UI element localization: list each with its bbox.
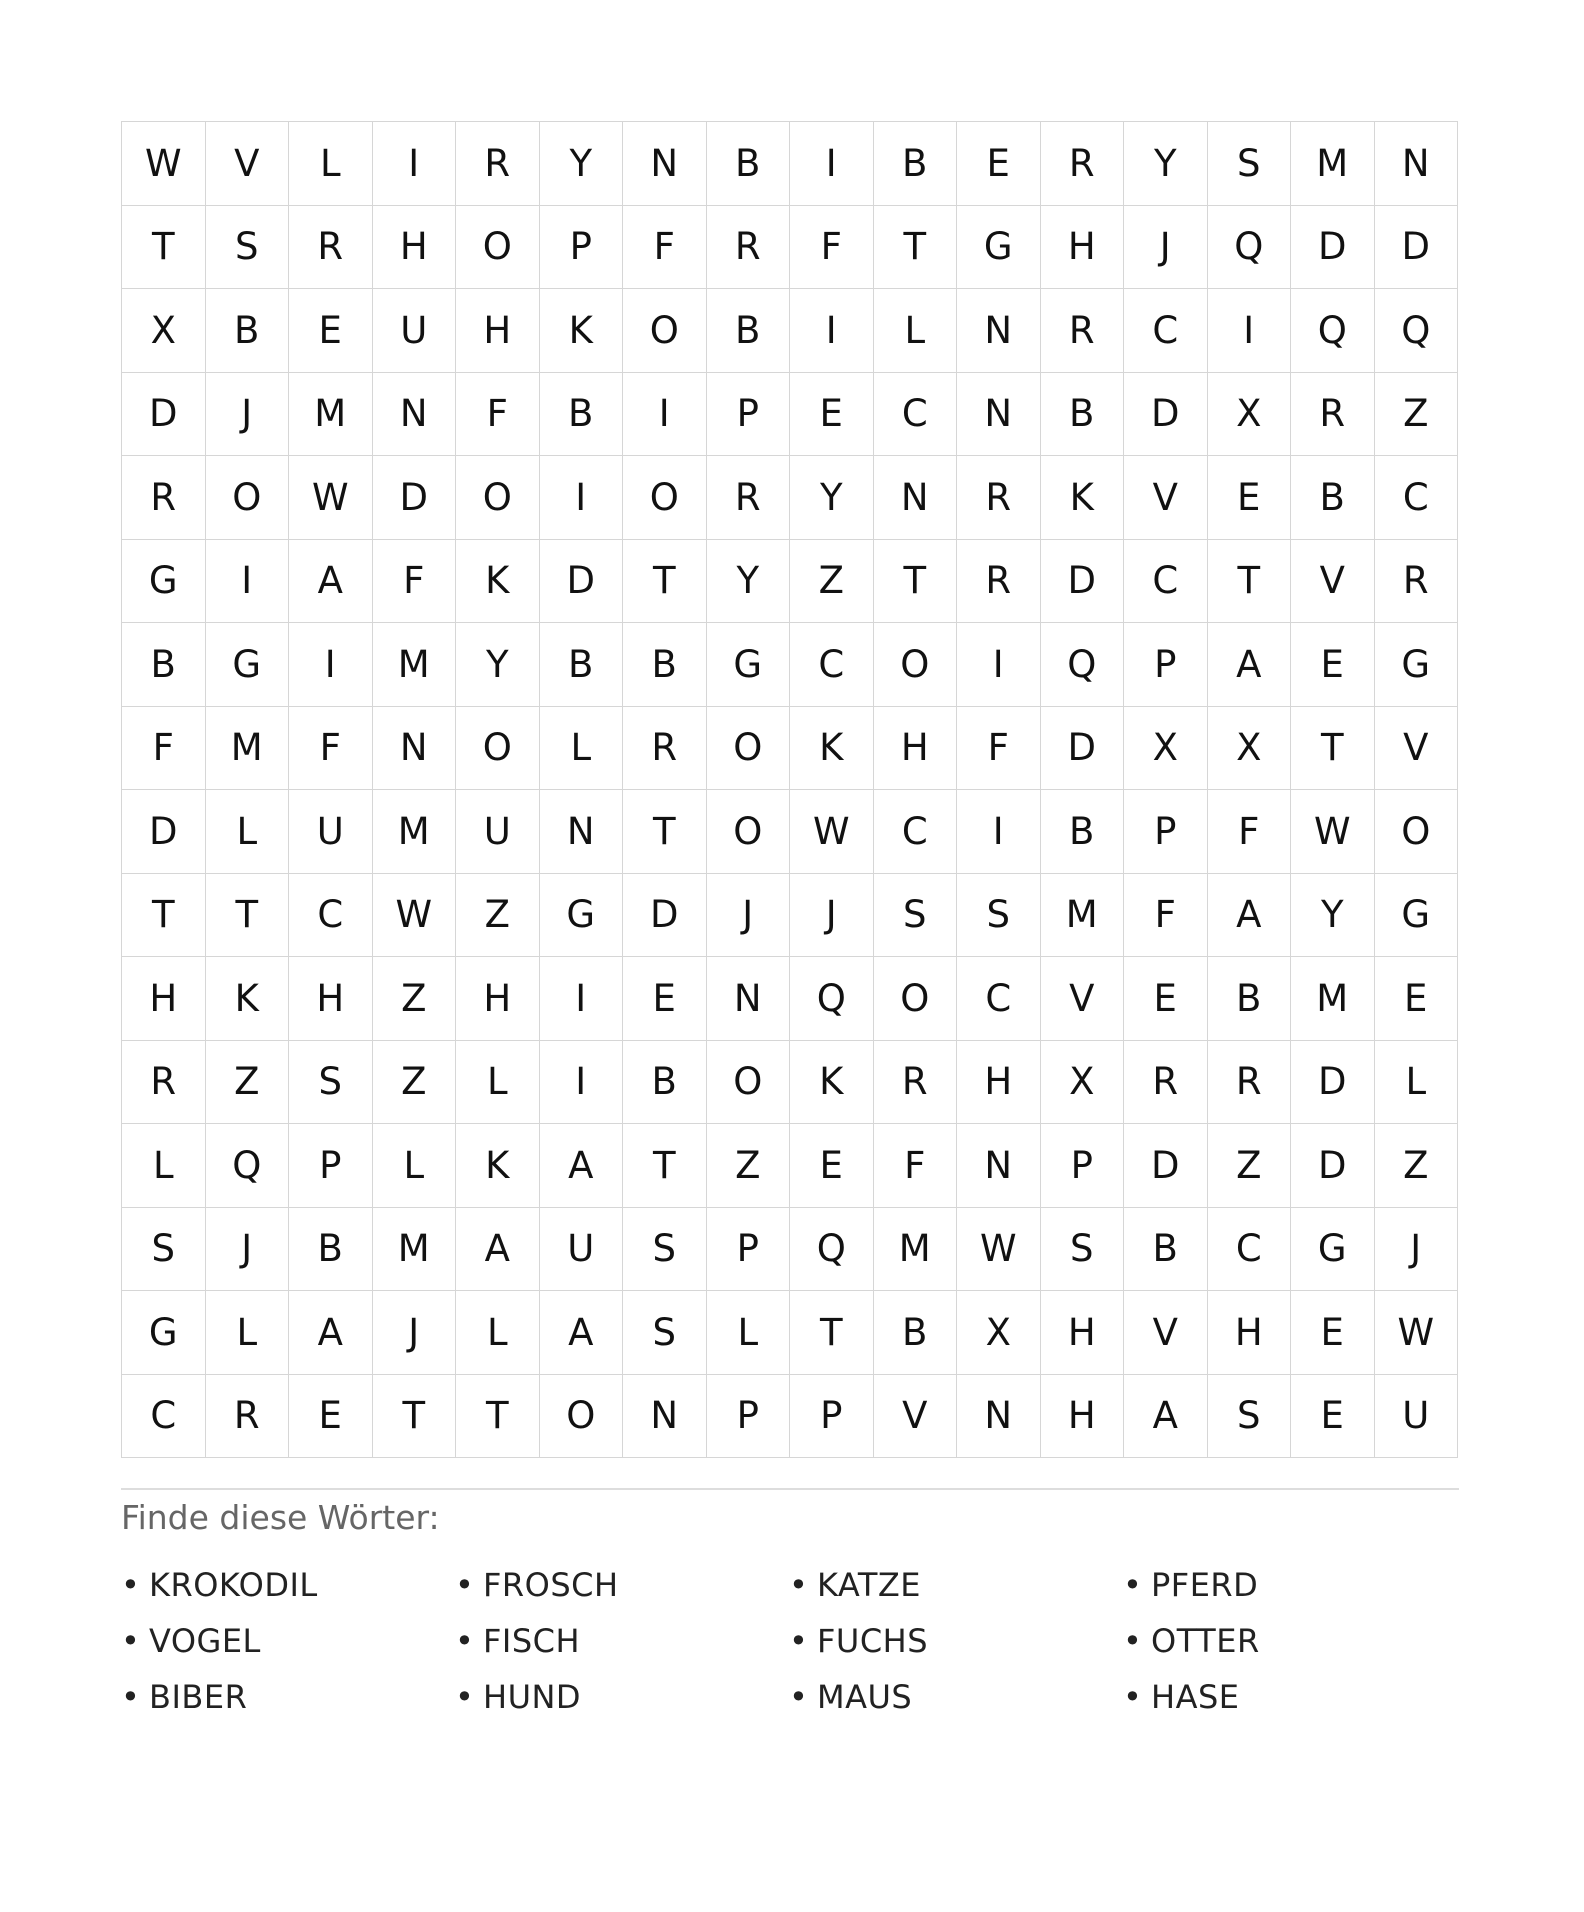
- grid-cell[interactable]: V: [1124, 1291, 1208, 1375]
- grid-cell[interactable]: Y: [790, 456, 874, 540]
- word-label: KROKODIL: [149, 1566, 318, 1604]
- word-label: FISCH: [483, 1622, 581, 1660]
- grid-cell[interactable]: R: [707, 456, 791, 540]
- word-list-item: [789, 1557, 1123, 1613]
- grid-cell[interactable]: E: [289, 289, 373, 373]
- word-list-item: [121, 1613, 455, 1669]
- word-list-item: [789, 1613, 1123, 1669]
- grid-cell[interactable]: W: [790, 790, 874, 874]
- grid-cell[interactable]: Q: [206, 1124, 290, 1208]
- grid-cell[interactable]: J: [707, 874, 791, 958]
- grid-cell[interactable]: V: [1124, 456, 1208, 540]
- grid-cell[interactable]: C: [874, 373, 958, 457]
- grid-cell[interactable]: B: [540, 623, 624, 707]
- grid-cell[interactable]: D: [1291, 1124, 1375, 1208]
- grid-cell[interactable]: O: [456, 707, 540, 791]
- word-list-item: [455, 1557, 789, 1613]
- grid-cell[interactable]: G: [1375, 623, 1459, 707]
- grid-cell[interactable]: E: [1291, 623, 1375, 707]
- grid-cell[interactable]: A: [540, 1124, 624, 1208]
- grid-cell[interactable]: Z: [1208, 1124, 1292, 1208]
- grid-cell[interactable]: A: [1208, 623, 1292, 707]
- grid-cell[interactable]: Q: [1208, 206, 1292, 290]
- grid-cell[interactable]: L: [206, 1291, 290, 1375]
- grid-cell[interactable]: A: [456, 1208, 540, 1292]
- grid-cell[interactable]: L: [540, 707, 624, 791]
- grid-cell[interactable]: B: [1208, 957, 1292, 1041]
- word-label: FUCHS: [817, 1622, 929, 1660]
- grid-cell[interactable]: N: [373, 707, 457, 791]
- grid-cell[interactable]: O: [707, 1041, 791, 1125]
- grid-cell[interactable]: Z: [790, 540, 874, 624]
- grid-cell[interactable]: T: [1208, 540, 1292, 624]
- grid-cell[interactable]: C: [122, 1375, 206, 1459]
- grid-cell[interactable]: E: [790, 1124, 874, 1208]
- grid-cell[interactable]: V: [1041, 957, 1125, 1041]
- grid-cell[interactable]: E: [623, 957, 707, 1041]
- grid-cell[interactable]: R: [707, 206, 791, 290]
- grid-cell[interactable]: W: [1375, 1291, 1459, 1375]
- grid-cell[interactable]: N: [874, 456, 958, 540]
- grid-cell[interactable]: I: [540, 957, 624, 1041]
- grid-cell[interactable]: Z: [1375, 373, 1459, 457]
- grid-cell[interactable]: G: [1291, 1208, 1375, 1292]
- grid-cell[interactable]: I: [957, 790, 1041, 874]
- grid-cell[interactable]: K: [456, 1124, 540, 1208]
- grid-cell[interactable]: R: [874, 1041, 958, 1125]
- grid-cell[interactable]: I: [790, 289, 874, 373]
- word-list-item: [1123, 1613, 1457, 1669]
- grid-cell[interactable]: L: [289, 122, 373, 206]
- grid-cell[interactable]: D: [1041, 540, 1125, 624]
- grid-cell[interactable]: T: [206, 874, 290, 958]
- grid-cell[interactable]: E: [790, 373, 874, 457]
- grid-cell[interactable]: B: [874, 1291, 958, 1375]
- grid-cell[interactable]: H: [1041, 206, 1125, 290]
- grid-cell[interactable]: V: [206, 122, 290, 206]
- grid-cell[interactable]: O: [1375, 790, 1459, 874]
- grid-cell[interactable]: N: [957, 289, 1041, 373]
- grid-cell[interactable]: M: [373, 790, 457, 874]
- grid-cell[interactable]: F: [456, 373, 540, 457]
- grid-cell[interactable]: I: [289, 623, 373, 707]
- word-list-title: Finde diese Wörter:: [121, 1498, 440, 1537]
- grid-cell[interactable]: B: [623, 1041, 707, 1125]
- bullet-icon: •: [455, 1622, 475, 1660]
- grid-cell[interactable]: N: [957, 1375, 1041, 1459]
- grid-cell[interactable]: U: [289, 790, 373, 874]
- grid-cell[interactable]: O: [707, 707, 791, 791]
- grid-cell[interactable]: K: [790, 707, 874, 791]
- grid-cell[interactable]: S: [1041, 1208, 1125, 1292]
- grid-cell[interactable]: X: [957, 1291, 1041, 1375]
- grid-cell[interactable]: J: [1124, 206, 1208, 290]
- grid-cell[interactable]: O: [456, 206, 540, 290]
- grid-cell[interactable]: W: [1291, 790, 1375, 874]
- grid-cell[interactable]: S: [1208, 122, 1292, 206]
- grid-cell[interactable]: U: [373, 289, 457, 373]
- grid-cell[interactable]: T: [790, 1291, 874, 1375]
- grid-cell[interactable]: K: [1041, 456, 1125, 540]
- grid-cell[interactable]: B: [1041, 373, 1125, 457]
- grid-cell[interactable]: B: [1124, 1208, 1208, 1292]
- grid-cell[interactable]: F: [1124, 874, 1208, 958]
- grid-cell[interactable]: C: [790, 623, 874, 707]
- word-label: OTTER: [1151, 1622, 1260, 1660]
- grid-cell[interactable]: D: [1124, 1124, 1208, 1208]
- grid-cell[interactable]: D: [623, 874, 707, 958]
- grid-cell[interactable]: A: [289, 540, 373, 624]
- grid-cell[interactable]: U: [1375, 1375, 1459, 1459]
- word-label: HUND: [483, 1678, 582, 1716]
- grid-cell[interactable]: B: [874, 122, 958, 206]
- grid-cell[interactable]: P: [540, 206, 624, 290]
- grid-cell[interactable]: P: [289, 1124, 373, 1208]
- bullet-icon: •: [455, 1678, 475, 1716]
- bullet-icon: •: [1123, 1622, 1143, 1660]
- grid-cell[interactable]: R: [1124, 1041, 1208, 1125]
- word-list-item: [789, 1669, 1123, 1725]
- grid-cell[interactable]: Z: [1375, 1124, 1459, 1208]
- bullet-icon: •: [121, 1566, 141, 1604]
- grid-cell[interactable]: F: [957, 707, 1041, 791]
- grid-cell[interactable]: X: [1041, 1041, 1125, 1125]
- grid-cell[interactable]: O: [874, 957, 958, 1041]
- grid-cell[interactable]: M: [289, 373, 373, 457]
- bullet-icon: •: [1123, 1678, 1143, 1716]
- grid-cell[interactable]: S: [623, 1208, 707, 1292]
- grid-cell[interactable]: E: [957, 122, 1041, 206]
- grid-cell[interactable]: R: [957, 456, 1041, 540]
- grid-cell[interactable]: I: [957, 623, 1041, 707]
- word-label: HASE: [1151, 1678, 1240, 1716]
- grid-cell[interactable]: F: [289, 707, 373, 791]
- grid-cell[interactable]: Z: [456, 874, 540, 958]
- grid-cell[interactable]: M: [1291, 122, 1375, 206]
- grid-cell[interactable]: R: [122, 456, 206, 540]
- grid-cell[interactable]: B: [1291, 456, 1375, 540]
- word-list-item: [1123, 1557, 1457, 1613]
- grid-cell[interactable]: B: [1041, 790, 1125, 874]
- grid-cell[interactable]: H: [874, 707, 958, 791]
- grid-cell[interactable]: G: [957, 206, 1041, 290]
- grid-cell[interactable]: P: [707, 1208, 791, 1292]
- grid-cell[interactable]: W: [122, 122, 206, 206]
- grid-cell[interactable]: D: [1124, 373, 1208, 457]
- grid-cell[interactable]: R: [957, 540, 1041, 624]
- grid-cell[interactable]: L: [874, 289, 958, 373]
- grid-cell[interactable]: D: [1291, 1041, 1375, 1125]
- grid-cell[interactable]: O: [540, 1375, 624, 1459]
- grid-cell[interactable]: Z: [707, 1124, 791, 1208]
- grid-cell[interactable]: N: [373, 373, 457, 457]
- grid-cell[interactable]: T: [373, 1375, 457, 1459]
- grid-cell[interactable]: N: [1375, 122, 1459, 206]
- grid-cell[interactable]: E: [1375, 957, 1459, 1041]
- word-list-item: [121, 1669, 455, 1725]
- grid-cell[interactable]: S: [623, 1291, 707, 1375]
- grid-cell[interactable]: R: [1041, 122, 1125, 206]
- grid-cell[interactable]: S: [122, 1208, 206, 1292]
- grid-cell[interactable]: R: [456, 122, 540, 206]
- grid-cell[interactable]: Q: [1291, 289, 1375, 373]
- grid-cell[interactable]: J: [206, 1208, 290, 1292]
- grid-cell[interactable]: H: [289, 957, 373, 1041]
- grid-cell[interactable]: C: [1208, 1208, 1292, 1292]
- grid-cell[interactable]: A: [1124, 1375, 1208, 1459]
- grid-cell[interactable]: G: [206, 623, 290, 707]
- grid-cell[interactable]: Y: [707, 540, 791, 624]
- grid-cell[interactable]: E: [1208, 456, 1292, 540]
- grid-cell[interactable]: S: [289, 1041, 373, 1125]
- letter-grid: [121, 121, 1458, 1458]
- grid-cell[interactable]: D: [1041, 707, 1125, 791]
- grid-cell[interactable]: C: [1375, 456, 1459, 540]
- grid-cell[interactable]: P: [1124, 623, 1208, 707]
- word-search-puzzle: [121, 121, 1459, 1725]
- grid-cell[interactable]: T: [1291, 707, 1375, 791]
- grid-cell[interactable]: J: [206, 373, 290, 457]
- word-label: KATZE: [817, 1566, 922, 1604]
- grid-cell[interactable]: E: [1291, 1291, 1375, 1375]
- grid-cell[interactable]: H: [1041, 1291, 1125, 1375]
- grid-cell[interactable]: E: [1291, 1375, 1375, 1459]
- grid-cell[interactable]: H: [1041, 1375, 1125, 1459]
- grid-cell[interactable]: D: [122, 373, 206, 457]
- grid-cell[interactable]: Z: [373, 1041, 457, 1125]
- bullet-icon: •: [455, 1566, 475, 1604]
- grid-cell[interactable]: G: [540, 874, 624, 958]
- grid-cell[interactable]: H: [122, 957, 206, 1041]
- grid-cell[interactable]: K: [456, 540, 540, 624]
- grid-cell[interactable]: T: [874, 206, 958, 290]
- grid-cell[interactable]: H: [957, 1041, 1041, 1125]
- grid-cell[interactable]: D: [373, 456, 457, 540]
- grid-cell[interactable]: Y: [456, 623, 540, 707]
- grid-cell[interactable]: P: [707, 373, 791, 457]
- grid-cell[interactable]: L: [707, 1291, 791, 1375]
- grid-cell[interactable]: D: [540, 540, 624, 624]
- grid-cell[interactable]: N: [623, 1375, 707, 1459]
- grid-cell[interactable]: M: [206, 707, 290, 791]
- grid-cell[interactable]: F: [1208, 790, 1292, 874]
- grid-cell[interactable]: Z: [206, 1041, 290, 1125]
- grid-cell[interactable]: L: [122, 1124, 206, 1208]
- grid-cell[interactable]: M: [1041, 874, 1125, 958]
- grid-cell[interactable]: G: [1375, 874, 1459, 958]
- grid-cell[interactable]: Y: [1124, 122, 1208, 206]
- word-label: MAUS: [817, 1678, 913, 1716]
- grid-cell[interactable]: T: [456, 1375, 540, 1459]
- grid-cell[interactable]: P: [1041, 1124, 1125, 1208]
- grid-cell[interactable]: G: [122, 540, 206, 624]
- grid-cell[interactable]: V: [874, 1375, 958, 1459]
- grid-cell[interactable]: O: [874, 623, 958, 707]
- grid-cell[interactable]: N: [623, 122, 707, 206]
- grid-cell[interactable]: M: [874, 1208, 958, 1292]
- grid-cell[interactable]: B: [206, 289, 290, 373]
- grid-cell[interactable]: C: [289, 874, 373, 958]
- grid-cell[interactable]: A: [1208, 874, 1292, 958]
- grid-cell[interactable]: D: [122, 790, 206, 874]
- grid-cell[interactable]: J: [1375, 1208, 1459, 1292]
- grid-cell[interactable]: S: [206, 206, 290, 290]
- grid-cell[interactable]: W: [289, 456, 373, 540]
- grid-cell[interactable]: O: [623, 456, 707, 540]
- grid-cell[interactable]: L: [456, 1291, 540, 1375]
- grid-cell[interactable]: X: [1208, 707, 1292, 791]
- word-list: [121, 1557, 1459, 1725]
- bullet-icon: •: [789, 1566, 809, 1604]
- grid-cell[interactable]: H: [456, 289, 540, 373]
- grid-cell[interactable]: T: [623, 790, 707, 874]
- grid-cell[interactable]: Q: [790, 1208, 874, 1292]
- grid-cell[interactable]: N: [957, 373, 1041, 457]
- grid-cell[interactable]: Z: [373, 957, 457, 1041]
- grid-cell[interactable]: I: [540, 1041, 624, 1125]
- grid-cell[interactable]: B: [540, 373, 624, 457]
- grid-cell[interactable]: M: [373, 623, 457, 707]
- grid-cell[interactable]: P: [790, 1375, 874, 1459]
- grid-cell[interactable]: T: [874, 540, 958, 624]
- grid-cell[interactable]: M: [1291, 957, 1375, 1041]
- grid-cell[interactable]: P: [707, 1375, 791, 1459]
- grid-cell[interactable]: J: [790, 874, 874, 958]
- grid-cell[interactable]: S: [957, 874, 1041, 958]
- grid-cell[interactable]: R: [1291, 373, 1375, 457]
- grid-cell[interactable]: R: [1208, 1041, 1292, 1125]
- grid-cell[interactable]: N: [957, 1124, 1041, 1208]
- grid-cell[interactable]: O: [623, 289, 707, 373]
- grid-cell[interactable]: K: [790, 1041, 874, 1125]
- grid-cell[interactable]: P: [1124, 790, 1208, 874]
- grid-cell[interactable]: G: [122, 1291, 206, 1375]
- grid-cell[interactable]: L: [206, 790, 290, 874]
- grid-cell[interactable]: T: [122, 206, 206, 290]
- grid-cell[interactable]: F: [874, 1124, 958, 1208]
- grid-cell[interactable]: S: [874, 874, 958, 958]
- bullet-icon: •: [789, 1678, 809, 1716]
- grid-cell[interactable]: E: [289, 1375, 373, 1459]
- grid-cell[interactable]: A: [289, 1291, 373, 1375]
- grid-cell[interactable]: B: [623, 623, 707, 707]
- grid-cell[interactable]: F: [623, 206, 707, 290]
- grid-cell[interactable]: B: [707, 122, 791, 206]
- grid-cell[interactable]: Y: [1291, 874, 1375, 958]
- grid-cell[interactable]: O: [707, 790, 791, 874]
- grid-cell[interactable]: C: [1124, 540, 1208, 624]
- grid-cell[interactable]: X: [1208, 373, 1292, 457]
- grid-cell[interactable]: H: [373, 206, 457, 290]
- grid-cell[interactable]: Q: [790, 957, 874, 1041]
- grid-cell[interactable]: I: [206, 540, 290, 624]
- grid-cell[interactable]: G: [707, 623, 791, 707]
- grid-cell[interactable]: W: [957, 1208, 1041, 1292]
- grid-cell[interactable]: I: [623, 373, 707, 457]
- grid-cell[interactable]: E: [1124, 957, 1208, 1041]
- grid-cell[interactable]: C: [874, 790, 958, 874]
- grid-cell[interactable]: T: [623, 540, 707, 624]
- grid-cell[interactable]: D: [1291, 206, 1375, 290]
- grid-cell[interactable]: H: [456, 957, 540, 1041]
- word-list-item: [455, 1669, 789, 1725]
- grid-cell[interactable]: W: [373, 874, 457, 958]
- grid-cell[interactable]: U: [456, 790, 540, 874]
- word-list-item: [455, 1613, 789, 1669]
- bullet-icon: •: [121, 1622, 141, 1660]
- grid-cell[interactable]: M: [373, 1208, 457, 1292]
- word-label: FROSCH: [483, 1566, 619, 1604]
- grid-cell[interactable]: H: [1208, 1291, 1292, 1375]
- grid-cell[interactable]: X: [122, 289, 206, 373]
- grid-cell[interactable]: Q: [1375, 289, 1459, 373]
- grid-cell[interactable]: O: [206, 456, 290, 540]
- word-label: BIBER: [149, 1678, 248, 1716]
- grid-cell[interactable]: F: [122, 707, 206, 791]
- grid-cell[interactable]: K: [206, 957, 290, 1041]
- grid-cell[interactable]: I: [540, 456, 624, 540]
- word-list-item: [1123, 1669, 1457, 1725]
- grid-cell[interactable]: O: [456, 456, 540, 540]
- grid-cell[interactable]: R: [623, 707, 707, 791]
- grid-cell[interactable]: A: [540, 1291, 624, 1375]
- grid-cell[interactable]: V: [1375, 707, 1459, 791]
- grid-cell[interactable]: Y: [540, 122, 624, 206]
- grid-cell[interactable]: X: [1124, 707, 1208, 791]
- grid-cell[interactable]: C: [1124, 289, 1208, 373]
- grid-cell[interactable]: R: [206, 1375, 290, 1459]
- grid-cell[interactable]: K: [540, 289, 624, 373]
- bullet-icon: •: [121, 1678, 141, 1716]
- grid-cell[interactable]: S: [1208, 1375, 1292, 1459]
- grid-cell[interactable]: B: [707, 289, 791, 373]
- grid-cell[interactable]: C: [957, 957, 1041, 1041]
- grid-cell[interactable]: N: [707, 957, 791, 1041]
- divider: [121, 1488, 1459, 1490]
- grid-cell[interactable]: F: [373, 540, 457, 624]
- grid-cell[interactable]: L: [1375, 1041, 1459, 1125]
- grid-cell[interactable]: U: [540, 1208, 624, 1292]
- grid-cell[interactable]: V: [1291, 540, 1375, 624]
- grid-cell[interactable]: I: [790, 122, 874, 206]
- grid-cell[interactable]: R: [1375, 540, 1459, 624]
- grid-cell[interactable]: T: [623, 1124, 707, 1208]
- grid-cell[interactable]: F: [790, 206, 874, 290]
- grid-cell[interactable]: D: [1375, 206, 1459, 290]
- grid-cell[interactable]: N: [540, 790, 624, 874]
- grid-cell[interactable]: I: [1208, 289, 1292, 373]
- word-list-item: [121, 1557, 455, 1613]
- grid-cell[interactable]: R: [1041, 289, 1125, 373]
- grid-cell[interactable]: R: [122, 1041, 206, 1125]
- grid-cell[interactable]: L: [456, 1041, 540, 1125]
- word-label: PFERD: [1151, 1566, 1259, 1604]
- grid-cell[interactable]: R: [289, 206, 373, 290]
- bullet-icon: •: [1123, 1566, 1143, 1604]
- grid-cell[interactable]: T: [122, 874, 206, 958]
- word-label: VOGEL: [149, 1622, 261, 1660]
- grid-cell[interactable]: Q: [1041, 623, 1125, 707]
- grid-cell[interactable]: I: [373, 122, 457, 206]
- grid-cell[interactable]: J: [373, 1291, 457, 1375]
- bullet-icon: •: [789, 1622, 809, 1660]
- grid-cell[interactable]: L: [373, 1124, 457, 1208]
- grid-cell[interactable]: B: [289, 1208, 373, 1292]
- grid-cell[interactable]: B: [122, 623, 206, 707]
